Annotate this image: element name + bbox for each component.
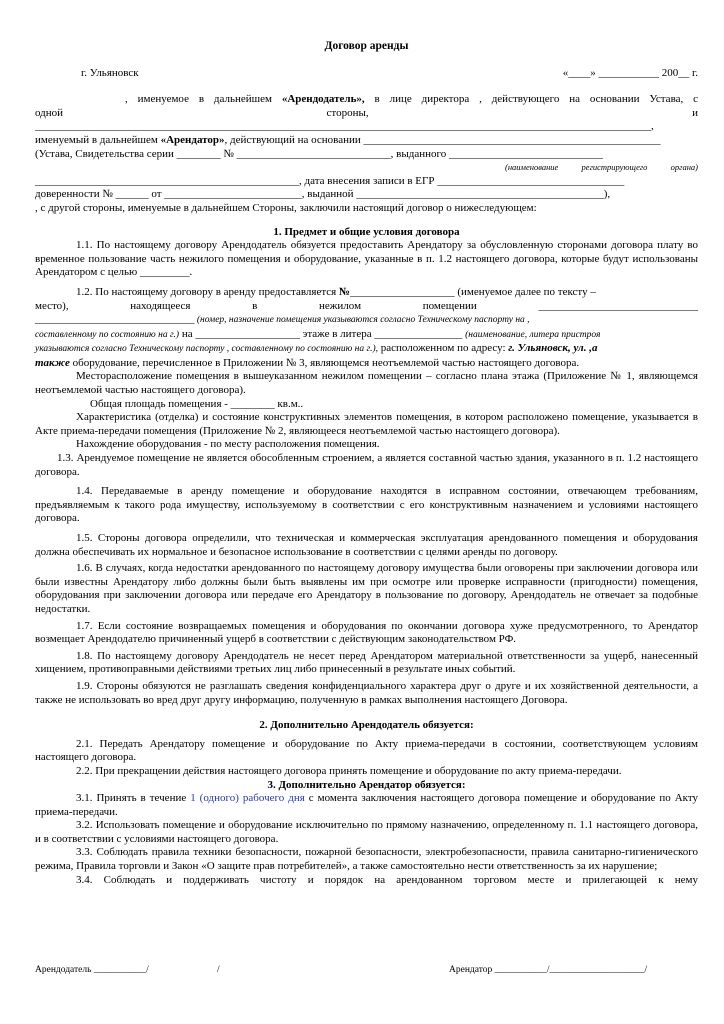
contract-page [35, 40, 698, 887]
clause-1-2-line-3: _____________________________ (номер, назначение помещения указываются согласно Техническому паспорту на , [35, 313, 530, 326]
section-2-title: 2. Дополнительно Арендодатель обязуется: [259, 719, 474, 732]
lessee-signature: Арендатор ___________/____________________/ [449, 965, 648, 975]
clause-1-9: 1.9. Стороны обязуются не разглашать сведения конфиденциального характера друг о друге и их хозяйственной деятельности, а также не использовать во вред друг другу информацию, полученную в рамках выполнения настоящего Договора. [35, 679, 698, 706]
clause-3-4: 3.4. Соблюдать и поддерживать чистоту и порядок на арендованном торговом месте и прилегающей к нему [76, 873, 698, 886]
clause-3-1: 3.1. Принять в течение 1 (одного) рабочего дня с момента заключения настоящего договора помещение и оборудование по Акту приема-передачи. [35, 792, 698, 818]
clause-1-4: 1.4. Передаваемые в аренду помещение и оборудование находятся в исправном состоянии, отвечающем требованиям, предъявляемым к такого рода имуществу, используемому в соответствии с его конструктивным назначением и условиями настоящего договора. [35, 485, 698, 525]
clause-1-2-line-2: место), находящееся в нежилом помещении _____________________________ [35, 299, 698, 312]
city: г. Ульяновск [81, 66, 139, 79]
clause-1-8: 1.8. По настоящему договору Арендодатель не несет перед Арендатором материальной ответственности за ущерб, нанесенный хищением, противоправными действиями третьих лиц либо принесенный в результате иных событий. [35, 649, 698, 676]
clause-1-5: 1.5. Стороны договора определили, что техническая и коммерческая эксплуатация арендованного помещения и оборудования должна обеспечивать их нормальное и безопасное использование в соответствии с целями аренды по договору. [35, 532, 698, 558]
clause-1-3: 1.3. Арендуемое помещение не является обособленным строением, а является составной частью здания, указанного в п. 1.2 настоящего договора. [35, 452, 698, 478]
clause-1-2-line-5: указываются согласно Техническому паспорту , составленному по состоянию на г.), расположенном по адресу: г. Ульяновск, ул. ,а [35, 342, 598, 355]
clause-2-2: 2.2. При прекращении действия настоящего договора принять помещение и оборудование по акту приема-передачи. [76, 764, 622, 777]
clause-3-3: 3.3. Соблюдать правила техники безопасности, пожарной безопасности, электробезопасности, правила санитарно-гигиенического режима, Правила торговли и Закон «О защите прав потребителей», а также самостоятельно нести ответственность за их нарушение; [35, 846, 698, 873]
contract-date: «____» ___________ 200__ г. [562, 66, 698, 79]
lessee-term: «Арендатор» [160, 133, 225, 146]
section-1-title: 1. Предмет и общие условия договора [273, 225, 460, 238]
lessor-term: «Арендодатель», [281, 93, 365, 106]
clause-2-1: 2.1. Передать Арендатору помещение и оборудование по Акту приема-передачи в состоянии, соответствующем условиям настоящего договора. [35, 737, 698, 764]
intro-line-2: одной стороны, и [35, 106, 698, 119]
section-3-title: 3. Дополнительно Арендатор обязуется: [267, 778, 466, 791]
term-days: 1 (одного) рабочего дня [190, 792, 305, 805]
lessor-signature-slash: / [217, 965, 220, 975]
intro-line-4: именуемый в дальнейшем «Арендатор», действующий на основании ______________________________________________________ [35, 133, 661, 146]
clause-1-2-line-4: составленному по состоянию на г.) на ___________________ этаже в литера ________________ (наименование, литера пристроя [35, 327, 601, 340]
lessor-signature: Арендодатель ___________/ [35, 965, 149, 975]
clause-area: Общая площадь помещения - ________ кв.м.. [90, 397, 304, 410]
intro-line-8: доверенности № ______ от _________________________, выданной _____________________________________________), [35, 188, 611, 201]
clause-1-6: 1.6. В случаях, когда недостатки арендованного по настоящему договору имущества были оговорены при заключении договора или были известны Арендатору либо должны были быть выявлены им при осмотре или проверке исправности (пригодности) помещения, оборудования при заключении договора или передаче его Арендатору в пользование по договору, Арендодатель не отвечает за подобные недостатки. [35, 562, 698, 615]
clause-equipment-location: Нахождение оборудования - по месту расположения помещения. [76, 438, 380, 451]
clause-1-7: 1.7. Если состояние возвращаемых помещения и оборудования по окончании договора хуже предусмотренного, то Арендатор возмещает Арендодателю причиненный ущерб в соответствии с действующим законодательством РФ. [35, 619, 698, 646]
clause-1-2-line-6: также оборудование, перечисленное в Приложении № 3, являющемся неотъемлемой частью настоящего договора. [35, 356, 580, 369]
intro-line-5: (Устава, Свидетельства серии ________ № ____________________________, выданного ____________________________ [35, 147, 603, 160]
intro-line-1: , именуемое в дальнейшем «Арендодатель», в лице директора , действующего на основании Устава, с [125, 93, 698, 106]
city-date-row [35, 67, 698, 81]
registrar-caption: (наименование регистрирующего органа) [505, 162, 698, 173]
clause-1-2: 1.2. По настоящему договору в аренду предоставляется №___________________ (именуемое далее по тексту – [76, 285, 596, 298]
clause-characteristics: Характеристика (отделка) и состояние конструктивных элементов помещения, в котором расположено помещение, указывается в Акте приема-передачи помещения (Приложение № 2, являющееся неотъемлемой частью настоящего договора). [35, 411, 698, 437]
clause-1-1: 1.1. По настоящему договору Арендодатель обязуется предоставить Арендатору за обусловленную сторонами договора плату во временное пользование часть нежилого помещения и оборудование, указанные в п. 1.2 настоящего договора, которые будут использованы Арендатором с целью _________. [35, 239, 698, 279]
intro-line-3: ________________________________________________________________________________________________________________, [35, 120, 654, 133]
intro-line-9: , с другой стороны, именуемые в дальнейшем Стороны, заключили настоящий договор о нижеследующем: [35, 201, 537, 214]
intro-line-7: ________________________________________________, дата внесения записи в ЕГР __________________________________ [35, 174, 625, 187]
clause-location: Месторасположение помещения в вышеуказанном нежилом помещении – согласно плана этажа (Приложение № 1, являющемся неотъемлемой частью настоящего договора). [35, 370, 698, 397]
clause-3-2: 3.2. Использовать помещение и оборудование исключительно по прямому назначению, определенному п. 1.1 настоящего договора, и в соответствии с условиями настоящего договора. [35, 819, 698, 845]
document-title: Договор аренды [324, 40, 409, 52]
